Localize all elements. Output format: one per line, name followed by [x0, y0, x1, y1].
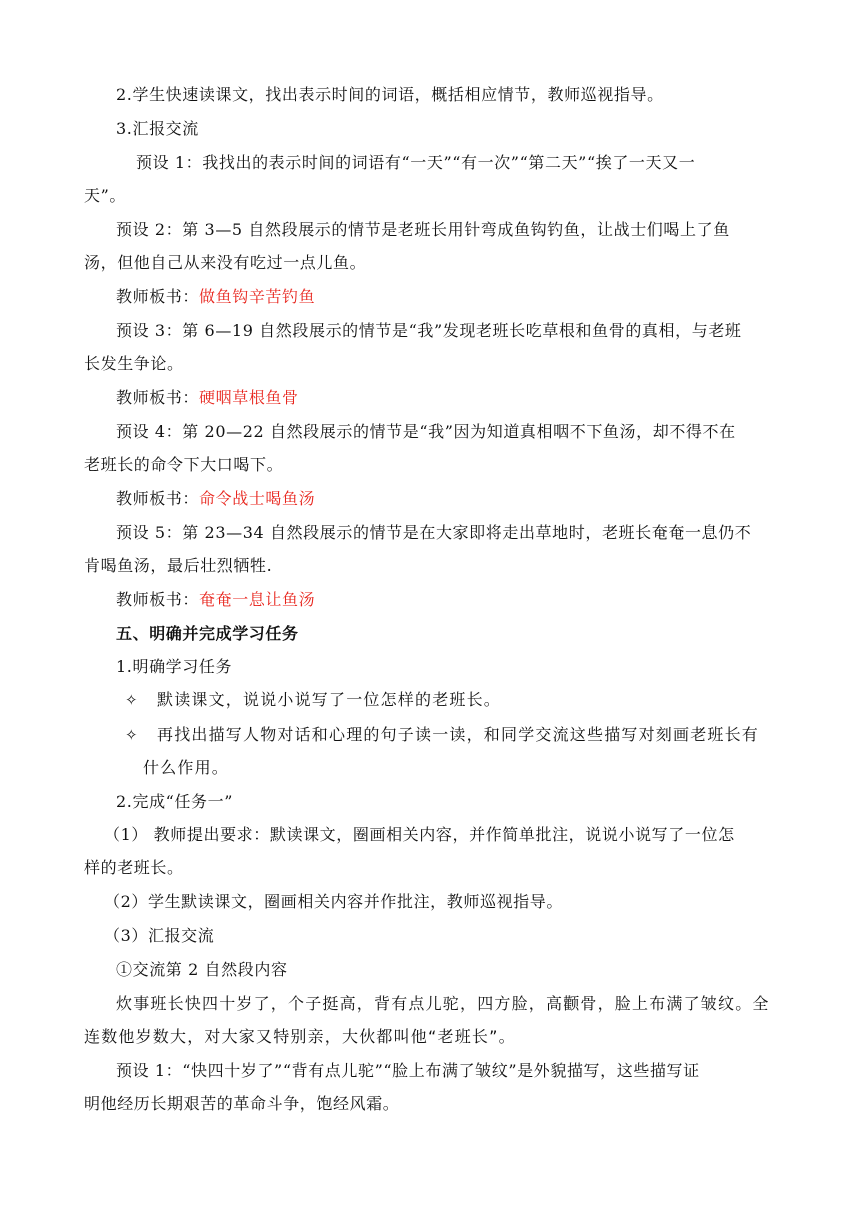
board-label: 教师板书：: [116, 287, 200, 306]
appearance-preset-line-1: 预设 1：“快四十岁了”“背有点儿驼”“脸上布满了皱纹”是外貌描写，这些描写证: [116, 1061, 700, 1080]
quote-line-1: 炊事班长快四十岁了，个子挺高，背有点儿驼，四方脸，高颧骨，脸上布满了皱纹。全: [116, 994, 770, 1013]
preset-4-line-2: 老班长的命令下大口喝下。: [84, 455, 284, 474]
board-note-3: [116, 488, 315, 510]
sub-2-text: （2）学生默读课文，圈画相关内容并作批注，教师巡视指导。: [104, 892, 563, 911]
preset-5-line-1: 预设 5：第 23—34 自然段展示的情节是在大家即将走出草地时，老班长奄奄一息仍不: [116, 523, 752, 542]
preset-1-line-2: 天”。: [84, 186, 126, 205]
quote-line-2: 连数他岁数大，对大家又特别亲，大伙都叫他“老班长”。: [84, 1027, 516, 1046]
sub-1-line-1: （1） 教师提出要求：默读课文，圈画相关内容，并作简单批注，说说小说写了一位怎: [104, 825, 735, 844]
bullet-2-line-1: 再找出描写人物对话和心理的句子读一读，和同学交流这些描写对刻画老班长有: [157, 725, 760, 744]
board-text-2: 硬咽草根鱼骨: [199, 388, 299, 407]
section-5-heading: 五、明确并完成学习任务: [116, 624, 299, 643]
board-text-3: 命令战士喝鱼汤: [199, 489, 316, 508]
appearance-preset-line-2: 明他经历长期艰苦的革命斗争，饱经风霜。: [84, 1094, 400, 1113]
preset-3-line-1: 预设 3：第 6—19 自然段展示的情节是“我”发现老班长吃草根和鱼骨的真相，与老班: [116, 321, 742, 340]
task-1-heading: 1.明确学习任务: [116, 657, 233, 676]
board-label: 教师板书：: [116, 489, 200, 508]
board-text-1: 做鱼钩辛苦钓鱼: [199, 287, 316, 306]
board-label: 教师板书：: [116, 590, 200, 609]
preset-3-line-2: 长发生争论。: [84, 354, 184, 373]
step-3-heading: 3.汇报交流: [116, 119, 199, 138]
task-2-heading: 2.完成“任务一”: [116, 792, 234, 811]
board-note-1: [116, 286, 315, 308]
bullet-1-text: 默读课文，说说小说写了一位怎样的老班长。: [157, 690, 502, 709]
preset-5-line-2: 肯喝鱼汤，最后壮烈牺牲.: [84, 556, 273, 575]
preset-4-line-1: 预设 4：第 20—22 自然段展示的情节是“我”因为知道真相咽不下鱼汤，却不得不在: [116, 422, 736, 441]
preset-2-line-1: 预设 2：第 3—5 自然段展示的情节是老班长用针弯成鱼钩钓鱼，让战士们喝上了鱼: [116, 220, 730, 239]
board-text-4: 奄奄一息让鱼汤: [199, 590, 316, 609]
paragraph-2-heading: ①交流第 2 自然段内容: [116, 960, 288, 979]
board-note-4: [116, 589, 315, 611]
sub-3-heading: （3）汇报交流: [104, 926, 215, 945]
sub-1-line-2: 样的老班长。: [84, 858, 184, 877]
board-note-2: [116, 387, 299, 409]
bullet-2-line-2: 什么作用。: [143, 758, 230, 777]
diamond-bullet-icon: ✧: [125, 691, 139, 709]
preset-2-line-2: 汤，但他自己从来没有吃过一点儿鱼。: [84, 253, 367, 272]
step-2-text: 2.学生快速读课文，找出表示时间的词语，概括相应情节，教师巡视指导。: [116, 85, 664, 104]
diamond-bullet-icon: ✧: [125, 726, 139, 744]
board-label: 教师板书：: [116, 388, 200, 407]
preset-1-line-1: 预设 1：我找出的表示时间的词语有“一天”“有一次”“第二天”“挨了一天又一: [136, 153, 696, 172]
